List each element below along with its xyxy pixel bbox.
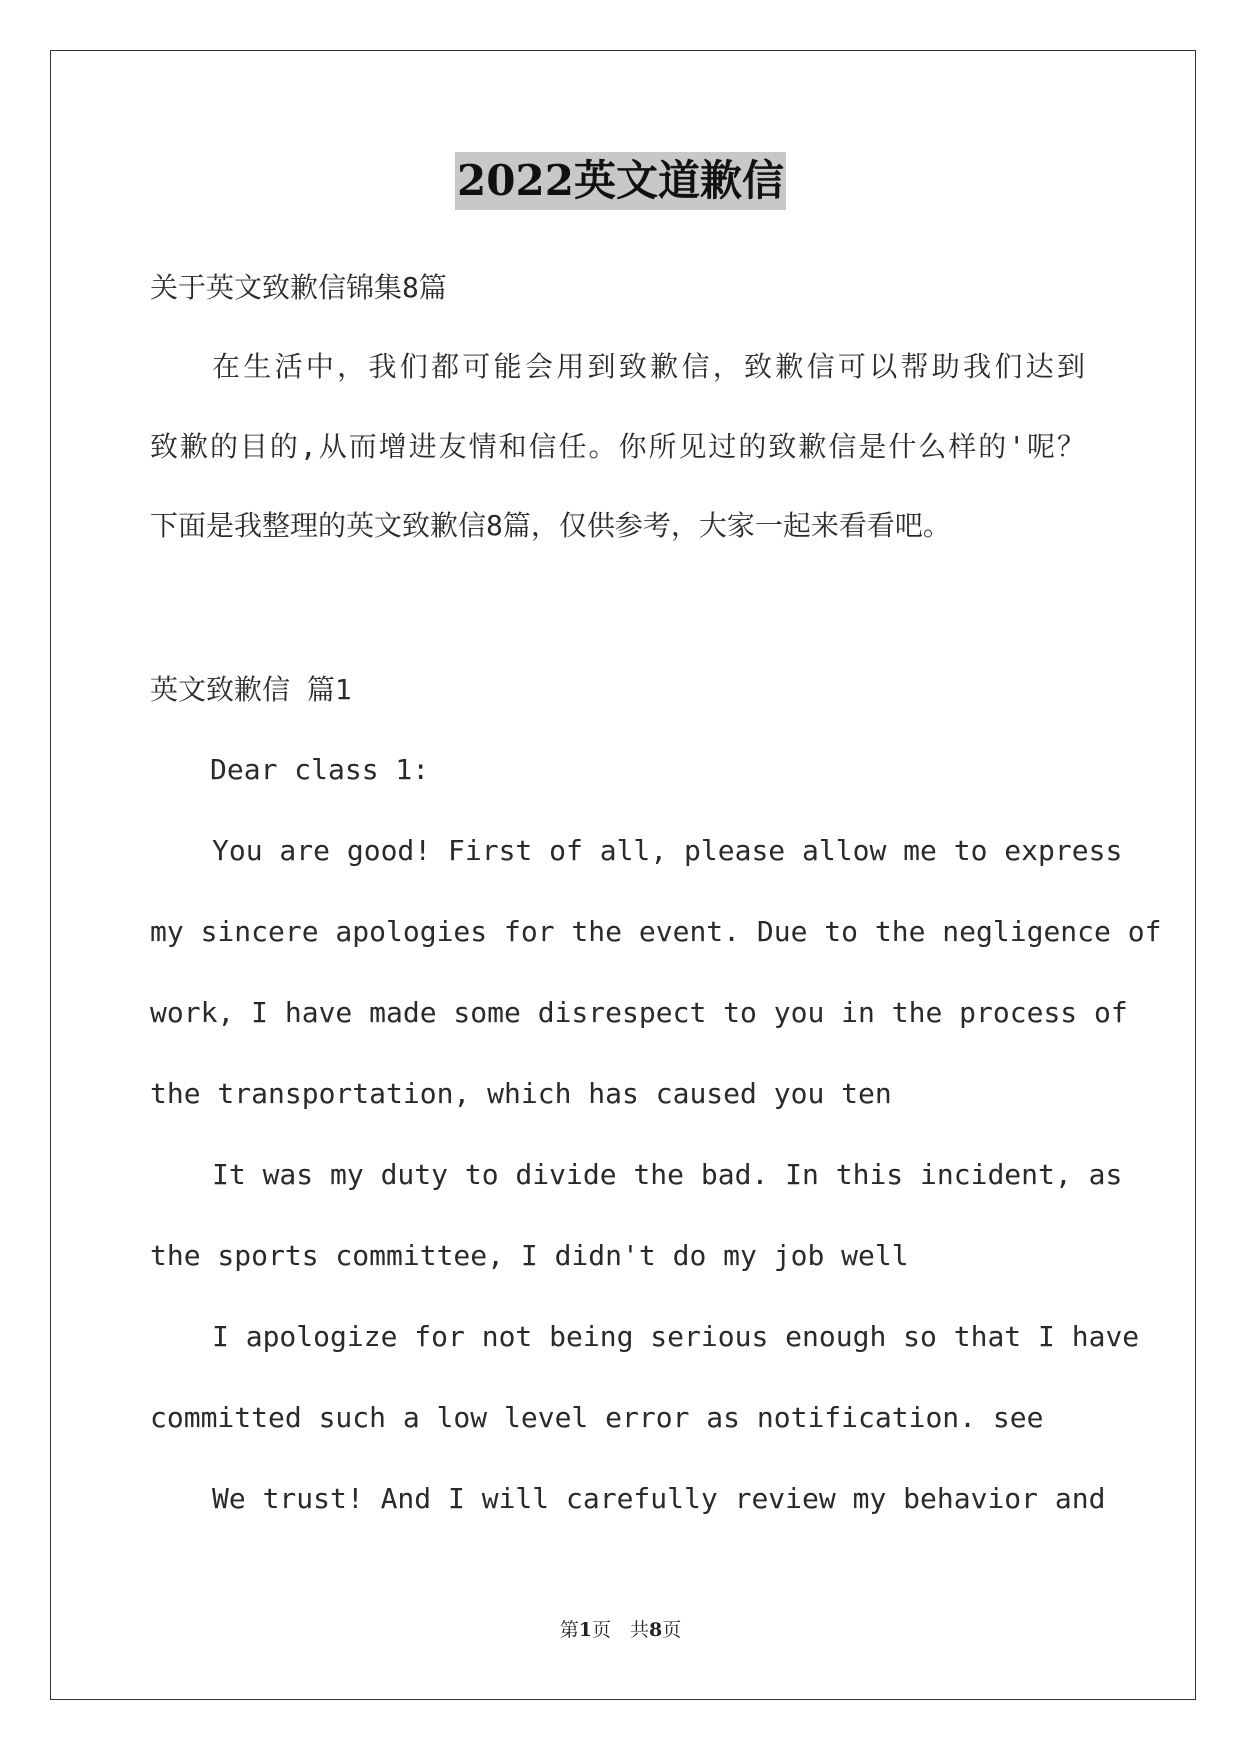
letter-line-3: work, I have made some disrespect to you in the process of: [150, 996, 1128, 1029]
page-footer: [0, 1615, 1241, 1642]
letter-line-5: It was my duty to divide the bad. In this incident, as: [212, 1158, 1123, 1191]
letter-line-2: my sincere apologies for the event. Due to the negligence of: [150, 915, 1162, 948]
letter-line-6: the sports committee, I didn't do my job well: [150, 1239, 909, 1272]
document-title: 2022英文道歉信: [455, 152, 786, 210]
current-page-number: 1: [578, 1619, 592, 1641]
letter-line-9: We trust! And I will carefully review my behavior and: [212, 1482, 1106, 1515]
letter-line-1: You are good! First of all, please allow me to express: [212, 834, 1123, 867]
title-container: [0, 152, 1241, 210]
intro-line-3: 下面是我整理的英文致歉信8篇，仅供参考，大家一起来看看吧。: [150, 509, 951, 542]
subtitle: 关于英文致歉信锦集8篇: [150, 271, 447, 304]
intro-line-2: 致歉的目的,从而增进友情和信任。你所见过的致歉信是什么样的'呢？: [150, 430, 1085, 463]
footer-suffix: 页: [662, 1619, 682, 1641]
intro-line-1: 在生活中，我们都可能会用到致歉信，致歉信可以帮助我们达到: [212, 350, 1085, 383]
letter-line-4: the transportation, which has caused you ten: [150, 1077, 892, 1110]
total-page-count: 8: [649, 1619, 663, 1641]
footer-middle: 页 共: [591, 1619, 649, 1641]
letter-line-8: committed such a low level error as notification. see: [150, 1401, 1044, 1434]
letter-line-7: I apologize for not being serious enough so that I have: [212, 1320, 1140, 1353]
footer-prefix: 第: [559, 1619, 579, 1641]
letter-salutation: Dear class 1:: [210, 753, 430, 786]
section-heading: 英文致歉信 篇1: [150, 673, 352, 706]
